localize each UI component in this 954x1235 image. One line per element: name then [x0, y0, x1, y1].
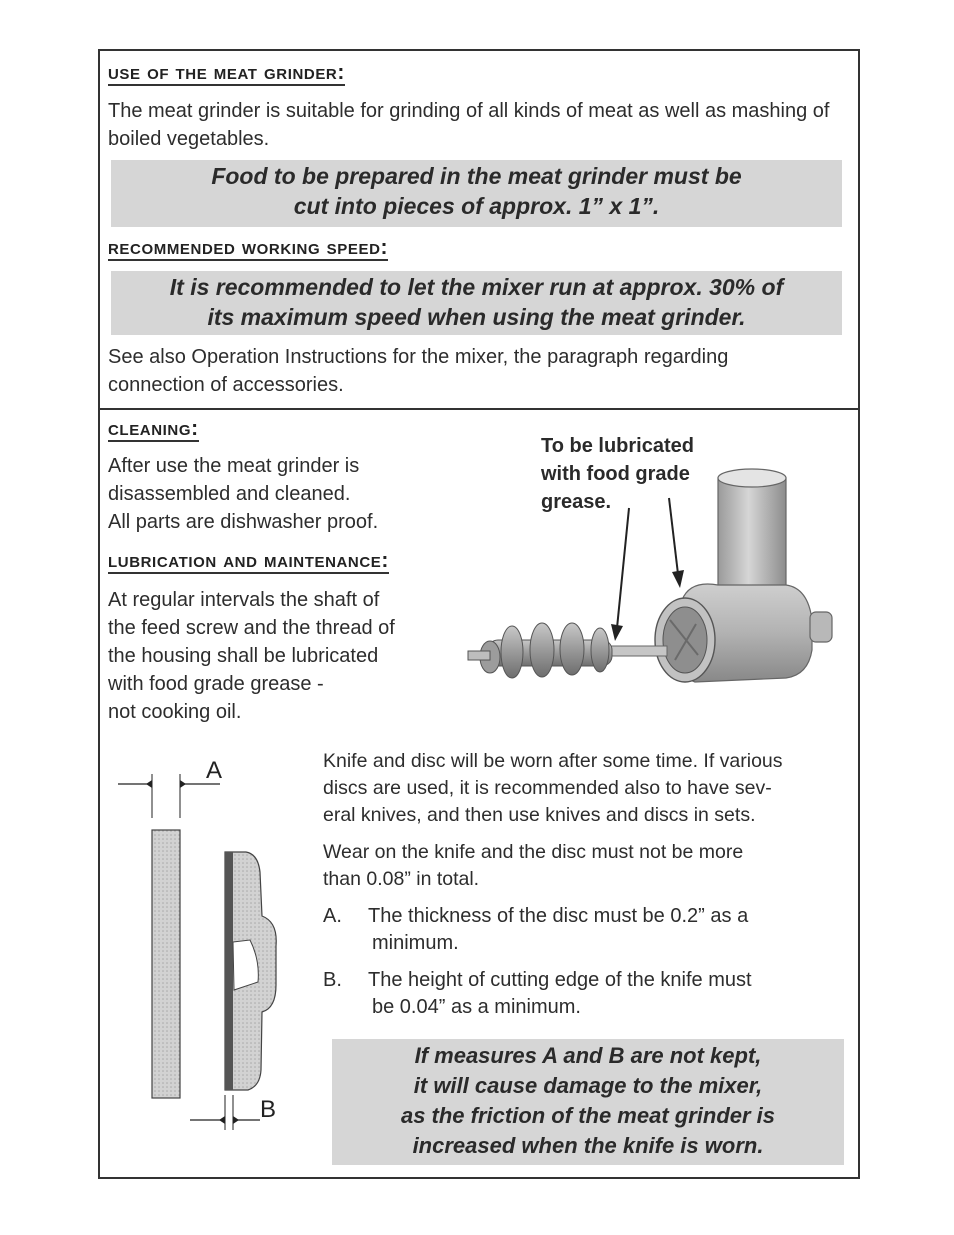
- use-body: [108, 97, 848, 153]
- housing-coupling: [810, 612, 832, 642]
- arrowhead-thread: [672, 570, 684, 588]
- list-item-b-line-2: be 0.04” as a minimum.: [372, 996, 581, 1018]
- label-a: A: [206, 757, 223, 784]
- lubrication-line-3: the housing shall be lubricated: [108, 645, 379, 667]
- see-also-line-1: See also Operation Instructions for the mixer, the paragraph regarding: [108, 346, 729, 368]
- speed-heading: recommended working speed:: [108, 236, 389, 259]
- wear-p1-line-3: eral knives, and then use knives and discs in sets.: [323, 804, 756, 826]
- wear-p2-line-2: than 0.08” in total.: [323, 868, 480, 890]
- warning-line-4: increased when the knife is worn.: [412, 1133, 764, 1158]
- feed-screw-shaft: [605, 646, 667, 656]
- cleaning-line-2: disassembled and cleaned.: [108, 483, 351, 505]
- use-body-line-1: The meat grinder is suitable for grinding of all kinds of meat as well as mashing of boiled vegetables.: [108, 100, 830, 150]
- arrowhead-shaft: [611, 624, 623, 641]
- cleaning-heading: cleaning:: [108, 417, 199, 440]
- list-item-b-line-1: The height of cutting edge of the knife must: [368, 969, 752, 991]
- wear-p1-line-2: discs are used, it is recommended also to have sev-: [323, 777, 772, 799]
- wear-p2-line-1: Wear on the knife and the disc must not be more: [323, 841, 744, 863]
- wear-paragraph-1: [323, 748, 783, 829]
- list-item-a-text: [368, 903, 838, 957]
- cleaning-line-1: After use the meat grinder is: [108, 455, 360, 477]
- meat-grinder-illustration: [460, 460, 850, 710]
- warning-line-3: as the friction of the meat grinder is: [400, 1103, 776, 1128]
- arrow-to-shaft: [617, 508, 629, 628]
- label-b: B: [260, 1096, 277, 1123]
- lubrication-line-4: with food grade grease -: [108, 673, 324, 695]
- knife-cutting-edge: [225, 852, 233, 1090]
- wear-paragraph-2: [323, 839, 743, 893]
- list-item-a-letter: A.: [323, 905, 342, 927]
- prep-note-line-2: cut into pieces of approx. 1” x 1”.: [293, 193, 660, 219]
- feed-tube-opening: [718, 469, 786, 487]
- lubrication-line-2: the feed screw and the thread of: [108, 617, 395, 639]
- callout-line-2: with food grade: [541, 463, 690, 485]
- knife-disc-diagram: [110, 750, 320, 1135]
- cleaning-line-3: All parts are dishwasher proof.: [108, 511, 379, 533]
- cleaning-text: [108, 452, 378, 536]
- warning-line-1: If measures A and B are not kept,: [414, 1043, 762, 1068]
- see-also-line-2: connection of accessories.: [108, 374, 344, 396]
- speed-note: [111, 271, 842, 335]
- list-item-b-text: [368, 967, 838, 1021]
- lubrication-line-5: not cooking oil.: [108, 701, 242, 723]
- list-item-b: [323, 967, 843, 1027]
- list-item-a-line-1: The thickness of the disc must be 0.2” as a: [368, 905, 749, 927]
- list-item-a: [323, 903, 843, 963]
- wear-p1-line-1: Knife and disc will be worn after some time. If various: [323, 750, 783, 772]
- lubrication-text: [108, 586, 395, 726]
- speed-note-line-1: It is recommended to let the mixer run at approx. 30% of: [169, 274, 784, 300]
- use-heading: use of the meat grinder:: [108, 61, 345, 84]
- see-also-text: [108, 343, 728, 399]
- callout-line-1: To be lubricated: [541, 435, 694, 457]
- list-item-a-line-2: minimum.: [372, 932, 459, 954]
- feed-screw: [468, 623, 612, 678]
- list-item-b-letter: B.: [323, 969, 342, 991]
- disc-section: [152, 830, 180, 1098]
- warning-line-2: it will cause damage to the mixer,: [413, 1073, 763, 1098]
- section-divider: [100, 408, 858, 410]
- wear-warning: [332, 1039, 844, 1165]
- callout-line-3: grease.: [541, 491, 612, 513]
- arrow-to-thread: [669, 498, 678, 574]
- speed-note-line-2: its maximum speed when using the meat grinder.: [207, 304, 746, 330]
- lubrication-heading: lubrication and maintenance:: [108, 549, 389, 572]
- prep-note: [111, 160, 842, 227]
- prep-note-line-1: Food to be prepared in the meat grinder must be: [211, 163, 742, 189]
- lubrication-line-1: At regular intervals the shaft of: [108, 589, 380, 611]
